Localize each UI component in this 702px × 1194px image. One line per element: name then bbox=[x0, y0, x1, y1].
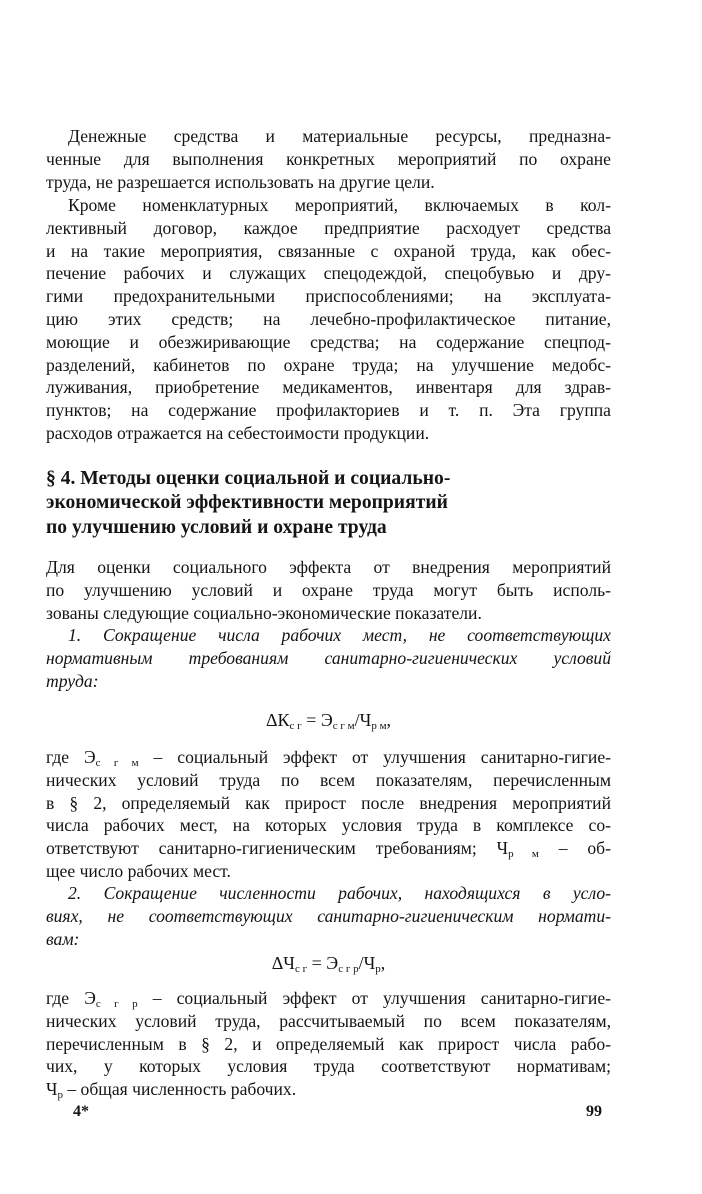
text-line: зованы следующие социально-экономические показатели. bbox=[46, 602, 482, 623]
formula-subscript: с г м bbox=[332, 720, 355, 732]
formula-term: = Э bbox=[307, 953, 339, 973]
text-line: где $Э_{с г м}$ – социальный эффект от улучшения санитарно-гигие- bbox=[46, 747, 611, 769]
text-line: лективный договор, каждое предприятие расходует средства bbox=[46, 217, 611, 238]
text-line: разделений, кабинетов по охране труда; на улучшение медобс- bbox=[46, 354, 611, 375]
paragraph-expenses bbox=[46, 194, 611, 445]
text-line: цию этих средств; на лечебно-профилактическое питание, bbox=[46, 308, 611, 329]
formula-1 bbox=[46, 708, 611, 732]
formula-term: /Ч bbox=[354, 710, 372, 730]
text-line: $Ч_р$ – общая численность рабочих. bbox=[46, 1079, 297, 1102]
page-number: 99 bbox=[586, 1103, 602, 1120]
formula-term: ΔК bbox=[265, 710, 290, 730]
text-line: 1. Сокращение числа рабочих мест, не соответствующих bbox=[68, 625, 611, 645]
formula-2 bbox=[46, 951, 611, 975]
text-line: виях, не соответствующих санитарно-гигиеническим нормати- bbox=[46, 905, 611, 926]
heading-line: экономической эффективности мероприятий bbox=[46, 492, 448, 514]
formula-subscript: с г р bbox=[338, 963, 359, 975]
item1-explanation bbox=[46, 746, 611, 883]
text-line: чих, у которых условия труда соответствуют нормативам; bbox=[46, 1056, 611, 1077]
item2-explanation bbox=[46, 987, 611, 1101]
text-line: ответствуют санитарно-гигиеническим требованиям; $Ч_{р м} - об-$ bbox=[46, 838, 611, 861]
text-line: пунктов; на содержание профилакториев и т. п. Эта группа bbox=[46, 400, 611, 421]
text-line: 2. Сокращение численности рабочих, находящихся в усло- bbox=[68, 883, 611, 903]
text-line: вам: bbox=[46, 928, 80, 949]
text-line: расходов отражается на себестоимости продукции. bbox=[46, 422, 430, 443]
section-heading bbox=[46, 467, 611, 540]
text-line: Денежные средства и материальные ресурсы, предназна- bbox=[68, 126, 611, 146]
text-line: луживания, приобретение медикаментов, инвентаря для здрав- bbox=[46, 377, 611, 398]
text-line: печение рабочих и служащих спецодеждой, спецобувью и дру- bbox=[46, 263, 611, 284]
text-line: щее число рабочих мест. bbox=[46, 860, 231, 881]
text-line: по улучшению условий и охране труда могут быть исполь- bbox=[46, 579, 611, 600]
paragraph-funds bbox=[46, 125, 611, 193]
text-line: нических условий труда по всем показателям, перечисленным bbox=[46, 769, 611, 790]
text-line: нических условий труда, рассчитываемый по всем показателям, bbox=[46, 1010, 611, 1031]
heading-line: по улучшению условий и охране труда bbox=[46, 516, 387, 538]
text-line: ченные для выполнения конкретных мероприятий по охране bbox=[46, 148, 611, 169]
item2-title bbox=[46, 882, 611, 950]
text-line: Для оценки социального эффекта от внедрения мероприятий bbox=[46, 557, 611, 577]
text-line: числа рабочих мест, на которых условия труда в комплексе со- bbox=[46, 815, 611, 836]
heading-line: § 4. Методы оценки социальной и социально- bbox=[46, 468, 451, 489]
book-page bbox=[46, 0, 611, 1194]
formula-term: /Ч bbox=[358, 953, 376, 973]
text-line: нормативным требованиям санитарно-гигиенических условий bbox=[46, 647, 611, 668]
formula-subscript: с г bbox=[289, 720, 302, 732]
text-line: труда, не разрешается использовать на другие цели. bbox=[46, 171, 435, 192]
formula-subscript: с г bbox=[294, 963, 308, 975]
item1-title bbox=[46, 624, 611, 692]
text-line: перечисленным в § 2, и определяемый как прирост числа рабо- bbox=[46, 1033, 611, 1054]
formula-term: , bbox=[386, 710, 392, 730]
text-line: Кроме номенклатурных мероприятий, включаемых в кол- bbox=[68, 195, 611, 215]
text-line: гими предохранительными приспособлениями; на эксплуата- bbox=[46, 286, 611, 307]
formula-subscript: р м bbox=[371, 720, 387, 732]
text-line: труда: bbox=[46, 670, 99, 691]
formula-term: = Э bbox=[301, 710, 333, 730]
formula-term: ΔЧ bbox=[271, 953, 295, 973]
formula-subscript: р bbox=[375, 963, 381, 975]
text-line: моющие и обезжиривающие средства; на содержание спецпод- bbox=[46, 331, 611, 352]
paragraph-intro bbox=[46, 556, 611, 624]
formula-term: , bbox=[380, 953, 386, 973]
text-line: и на такие мероприятия, связанные с охраной труда, как обес- bbox=[46, 240, 611, 261]
text-line: где $Э_{с г р}$ – социальный эффект от улучшения санитарно-гигие- bbox=[46, 988, 611, 1010]
printer-signature: 4* bbox=[73, 1103, 89, 1120]
text-line: в § 2, определяемый как прирост после внедрения мероприятий bbox=[46, 792, 611, 813]
